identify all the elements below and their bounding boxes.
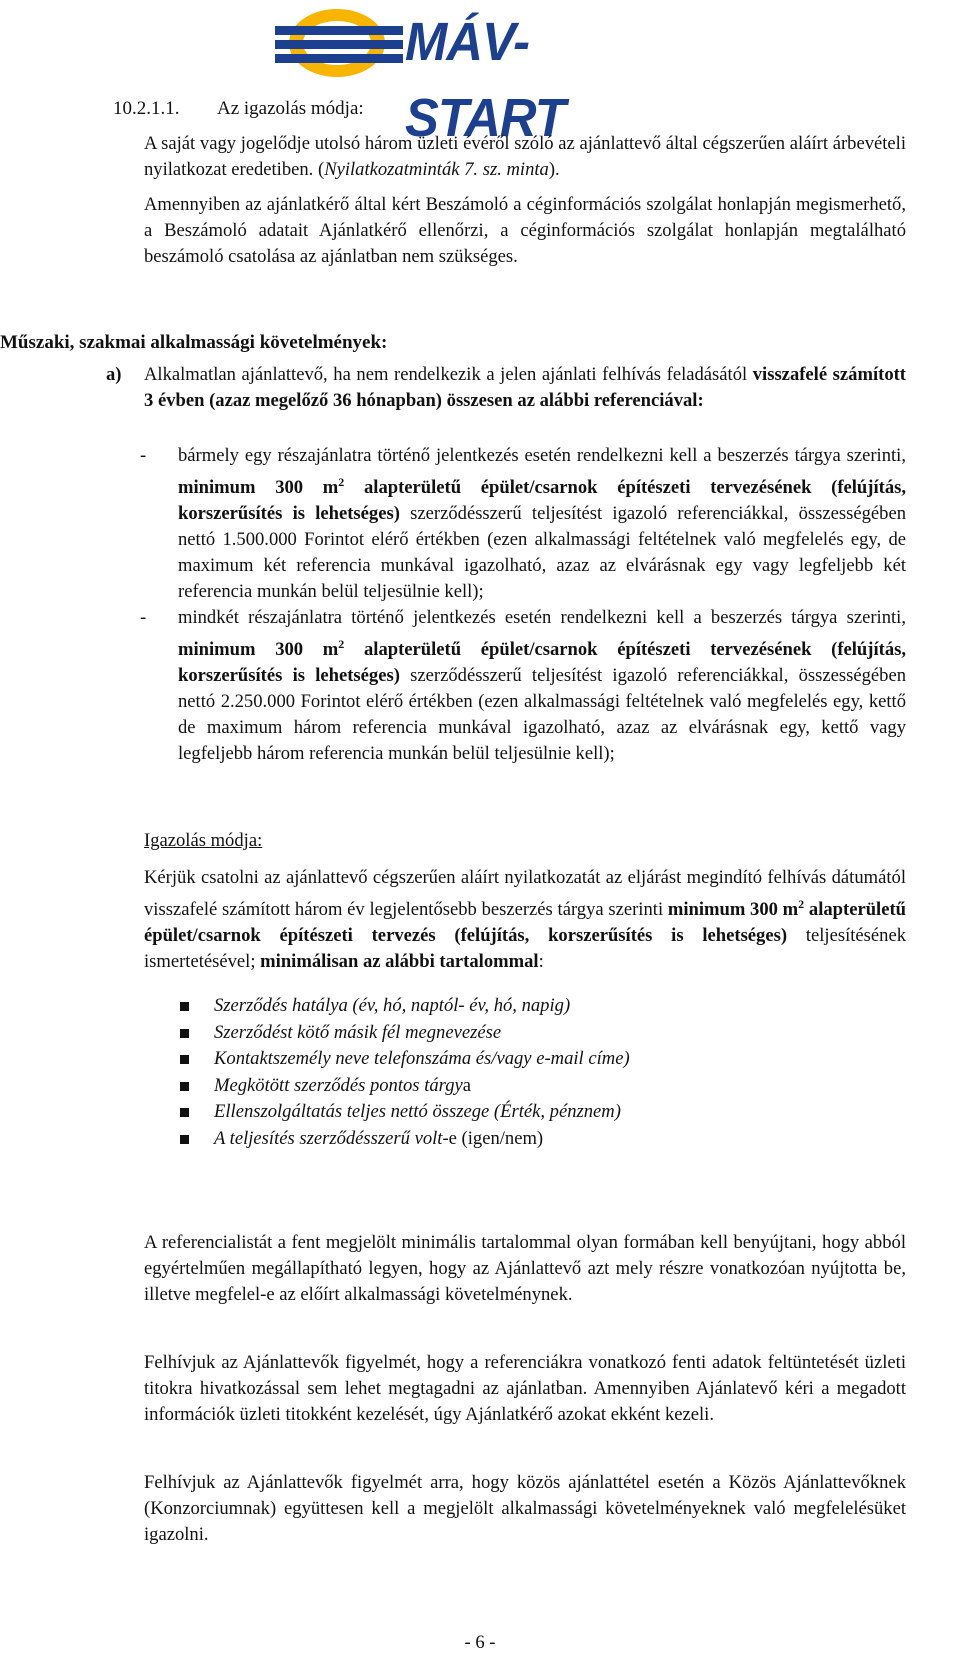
bullet-text: Ellenszolgáltatás teljes nettó összege (Érték, pénznem) <box>214 1101 621 1122</box>
dash-list <box>140 443 906 767</box>
requirement-a-label: a) <box>106 364 122 385</box>
dash-1-min-area: minimum 300 m <box>178 477 339 499</box>
list-item <box>144 1126 906 1153</box>
section-heading <box>113 96 364 122</box>
requirement-a <box>106 362 906 414</box>
proof-title: Igazolás módja: <box>144 830 263 851</box>
technical-requirements-title: Műszaki, szakmai alkalmassági követelmények: <box>0 332 388 353</box>
requirement-a-plain: Alkalmatlan ajánlattevő, ha nem rendelkezik a jelen ajánlati felhívás feladásától <box>144 364 753 385</box>
dash-1-bold: alapterületű épület/csarnok építészeti tervezésének (felújítás, korszerűsítés is lehetséges) <box>178 477 906 525</box>
proof-bold: alapterületű épület/csarnok építészeti tervezés (felújítás, korszerűsítés is lehetséges) <box>144 899 906 947</box>
proof-paragraph <box>144 865 906 975</box>
closing-paragraph-1: A referencialistát a fent megjelölt minimális tartalommal olyan formában kell benyújtani, hogy abból egyértelműen megállapítható legyen, hogy az Ajánlattevő azt mely részre vonatkozóan nyújtotta be, illetve megfelel-e az előírt alkalmassági követelménynek. <box>144 1232 906 1305</box>
dash-2-text-d: szerződésszerű teljesítést igazoló referenciákkal, összességében nettó 2.250.000 Forintot elérő értékben (ezen alkalmassági feltételnek való megfelelés egy, kettő de maximum három referencia munkával igazolható, azaz az elvárásnak egy, kettő vagy legfeljebb három referencia munkán belül teljesülnie kell); <box>178 665 906 765</box>
list-item <box>144 993 906 1020</box>
intro-p1-text: A saját vagy jogelődje utolsó három üzleti évéről szóló az ajánlattevő által cégszerűen aláírt árbevételi nyilatkozat eredetiben. ( <box>144 133 906 180</box>
dash-2-text-a: mindkét részajánlatra történő jelentkezés esetén rendelkezni kell a beszerzés tárgya szerinti, <box>178 607 906 629</box>
proof-sup: 2 <box>798 897 805 911</box>
bullet-text: Megkötött szerződés pontos tárgy <box>214 1074 463 1096</box>
proof-min-area: minimum 300 m <box>667 899 799 921</box>
list-item <box>144 1046 906 1073</box>
requirement-a-bold: visszafelé számított 3 évben (azaz megelőző 36 hónapban) összesen az alábbi referenciával: <box>144 364 906 411</box>
square-bullet-icon <box>180 1055 189 1064</box>
intro-paragraph-1 <box>144 131 906 183</box>
proof-bullet-list <box>144 993 906 1152</box>
logo-text: MÁV-START <box>405 12 565 148</box>
square-bullet-icon <box>180 1082 189 1091</box>
dash-1-sup: 2 <box>338 475 345 489</box>
intro-paragraph-2: Amennyiben az ajánlatkérő által kért Beszámoló a céginformációs szolgálat honlapján megismerhető, a Beszámoló adatait Ajánlatkérő ellenőrzi, a céginformációs szolgálat honlapján megtalálható beszámoló csatolása az ajánlatban nem szükséges. <box>144 194 906 267</box>
dash-item-1 <box>140 443 906 605</box>
bullet-text: Szerződést kötő másik fél megnevezése <box>214 1021 502 1043</box>
section-title: Az igazolás módja: <box>217 98 364 119</box>
dash-2-sup: 2 <box>338 637 345 652</box>
dash-marker: - <box>140 607 147 629</box>
bullet-text: Szerződés hatálya (év, hó, naptól- év, hó, napig) <box>214 995 571 1016</box>
dash-1-text-a: bármely egy részajánlatra történő jelentkezés esetén rendelkezni kell a beszerzés tárgya szerinti, <box>178 445 906 466</box>
square-bullet-icon <box>180 1135 189 1144</box>
dash-marker: - <box>140 445 147 466</box>
bullet-text: Kontaktszemély neve telefonszáma és/vagy e-mail címe) <box>214 1048 630 1069</box>
page-number: - 6 - <box>464 1632 496 1653</box>
square-bullet-icon <box>180 1029 189 1038</box>
square-bullet-icon <box>180 1002 189 1011</box>
section-number: 10.2.1.1. <box>113 98 180 119</box>
requirement-a-text <box>144 362 906 414</box>
dash-2-bold: alapterületű épület/csarnok építészeti tervezésének (felújítás, korszerűsítés is lehetséges) <box>178 639 906 687</box>
dash-1-text-d: szerződésszerű teljesítést igazoló referenciákkal, összességében nettó 1.500.000 Forintot elérő értékben (ezen alkalmassági feltételnek való megfelelés egy, de maximum két referencia munkával igazolható, azaz az elvárásnak egy vagy legfeljebb két referencia munkán belül teljesülnie kell); <box>178 503 906 603</box>
list-item <box>144 1073 906 1100</box>
proof-colon: : <box>538 951 544 973</box>
dash-item-2 <box>140 605 906 767</box>
proof-text-a: Kérjük csatolni az ajánlattevő cégszerűen aláírt nyilatkozatát az eljárást megindító felhívás dátumától visszafelé számított három év legjelentősebb beszerzés tárgya szerinti <box>144 867 906 921</box>
logo-emblem-icon <box>275 4 415 82</box>
dash-2-min-area: minimum 300 m <box>178 639 339 661</box>
square-bullet-icon <box>180 1108 189 1117</box>
bullet-text: A teljesítés szerződésszerű volt- <box>214 1127 449 1149</box>
bullet-suffix: a <box>462 1074 472 1096</box>
proof-minimum-content: minimálisan az alábbi tartalommal <box>260 951 539 973</box>
bullet-suffix: e (igen/nem) <box>448 1127 544 1149</box>
proof-text-d: teljesítésének ismertetésével; <box>144 925 906 973</box>
list-item <box>144 1020 906 1047</box>
closing-paragraph-3: Felhívjuk az Ajánlattevők figyelmét arra, hogy közös ajánlattétel esetén a Közös Ajánlattevőknek (Konzorciumnak) együttesen kell a megjelölt alkalmassági követelményeknek való megfelelésüket igazolni. <box>144 1472 906 1545</box>
intro-p1-end: ). <box>548 159 560 180</box>
closing-paragraph-2: Felhívjuk az Ajánlattevők figyelmét, hogy a referenciákra vonatkozó fenti adatok feltüntetését üzleti titokra hivatkozással sem lehet megtagadni az ajánlatban. Amennyiben Ajánlatevő kéri a megadott információk üzleti titokként kezelését, úgy Ajánlatkérő azokat ekként kezeli. <box>144 1352 906 1425</box>
list-item <box>144 1099 906 1126</box>
intro-p1-italic: Nyilatkozatminták 7. sz. minta <box>324 159 549 180</box>
